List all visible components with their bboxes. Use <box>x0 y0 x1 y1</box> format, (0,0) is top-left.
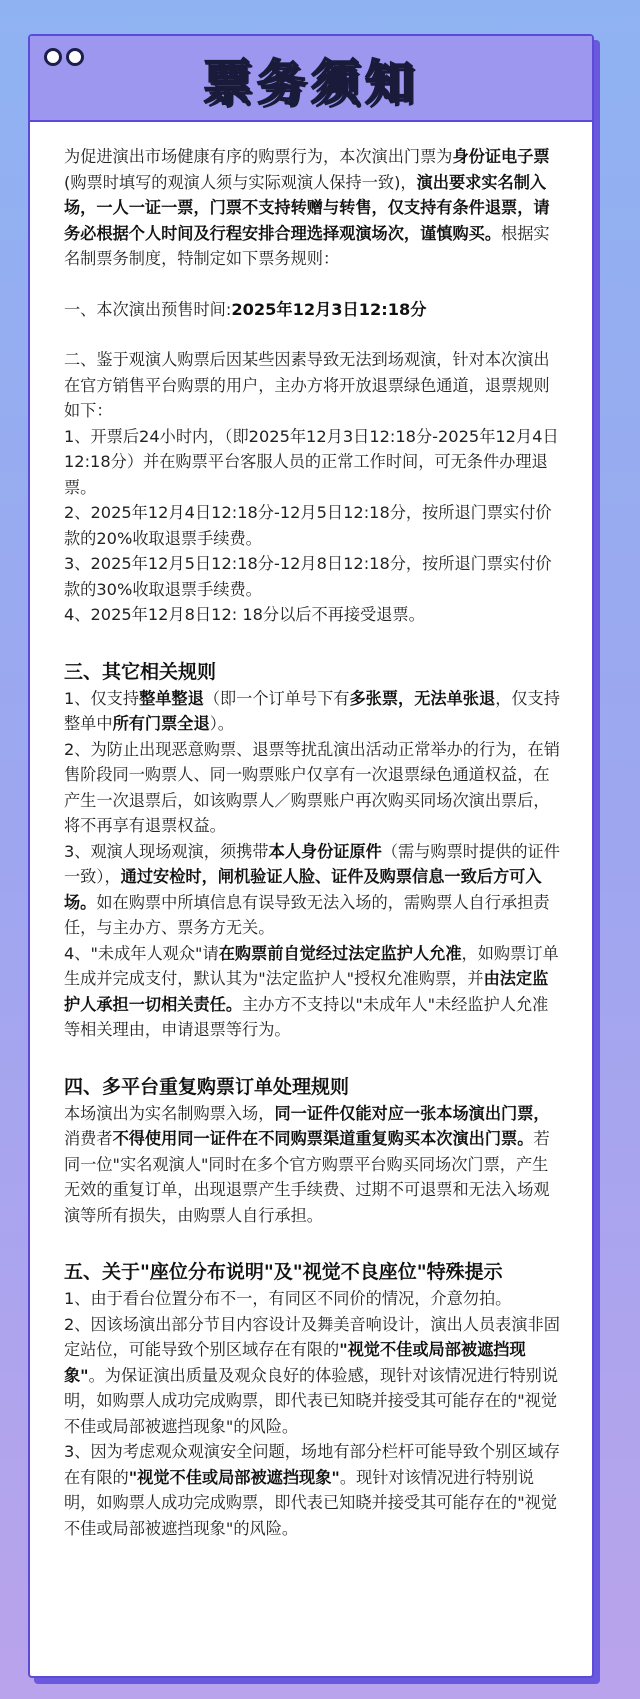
other-rule-2: 2、为防止出现恶意购票、退票等扰乱演出活动正常举办的行为，在销售阶段同一购票人、同一购票账户仅享有一次退票绿色通道权益，在产生一次退票后，如该购票人／购票账户再次购买同场次演出票后，将不再享有退票权益。 <box>64 739 560 835</box>
intro-paragraph: 为促进演出市场健康有序的购票行为，本次演出门票为身份证电子票(购票时填写的观演人须与实际观演人保持一致)，演出要求实名制入场，一人一证一票，门票不支持转赠与转售，仅支持有条件退票，请务必根据个人时间及行程安排合理选择观演场次，谨慎购买。根据实名制票务制度，特制定如下票务规则： <box>64 147 550 268</box>
notice-content <box>30 122 592 1541</box>
presale-time: 一、本次演出预售时间:2025年12月3日12:18分 <box>64 299 427 319</box>
other-rule-3: 3、观演人现场观演，须携带本人身份证原件（需与购票时提供的证件一致），通过安检时，闸机验证人脸、证件及购票信息一致后方可入场。如在购票中所填信息有误导致无法入场的，需购票人自行承担责任，与主办方、票务方无关。 <box>64 841 560 937</box>
duplicate-orders-paragraph: 本场演出为实名制购票入场，同一证件仅能对应一张本场演出门票，消费者不得使用同一证件在不同购票渠道重复购买本次演出门票。若同一位"实名观演人"同时在多个官方购票平台购买同场次门票，产生无效的重复订单，出现退票产生手续费、过期不可退票和无法入场观演等所有损失，由购票人自行承担。 <box>64 1103 550 1225</box>
refund-rule-3: 3、2025年12月5日12:18分-12月8日12:18分，按所退门票实付价款的30%收取退票手续费。 <box>64 554 552 599</box>
section-title-other-rules: 三、其它相关规则 <box>64 660 217 683</box>
other-rule-4: 4、"未成年人观众"请在购票前自觉经过法定监护人允准，如购票订单生成并完成支付，默认其为"法定监护人"授权允准购票，并由法定监护人承担一切相关责任。主办方不支持以"未成年人"未经监护人允准等相关理由，申请退票等行为。 <box>64 943 559 1039</box>
notice-card <box>28 34 594 1678</box>
refund-rule-1: 1、开票后24小时内，（即2025年12月3日12:18分-2025年12月4日12:18分）并在购票平台客服人员的正常工作时间，可无条件办理退票。 <box>64 426 559 497</box>
seating-note-1: 1、由于看台位置分布不一，有同区不同价的情况，介意勿拍。 <box>64 1289 512 1308</box>
other-rule-1: 1、仅支持整单整退（即一个订单号下有多张票，无法单张退，仅支持整单中所有门票全退）。 <box>64 688 560 733</box>
refund-rule-4: 4、2025年12月8日12: 18分以后不再接受退票。 <box>64 605 425 624</box>
section-title-duplicate-orders: 四、多平台重复购票订单处理规则 <box>64 1075 350 1098</box>
refund-intro: 二、鉴于观演人购票后因某些因素导致无法到场观演，针对本次演出在官方销售平台购票的用户，主办方将开放退票绿色通道，退票规则如下： <box>64 350 550 420</box>
seating-note-3: 3、因为考虑观众观演安全问题，场地有部分栏杆可能导致个别区域存在有限的"视觉不佳或局部被遮挡现象"。现针对该情况进行特别说明，如购票人成功完成购票，即代表已知晓并接受其可能存在的"视觉不佳或局部被遮挡现象"的风险。 <box>64 1442 560 1538</box>
section-title-seating: 五、关于"座位分布说明"及"视觉不良座位"特殊提示 <box>64 1261 503 1283</box>
page-title: 票务须知 <box>202 55 419 111</box>
seating-note-2: 2、因该场演出部分节目内容设计及舞美音响设计，演出人员表演非固定站位，可能导致个别区域存在有限的"视觉不佳或局部被遮挡现象"。为保证演出质量及观众良好的体验感，现针对该情况进行特别说明，如购票人成功完成购票，即代表已知晓并接受其可能存在的"视觉不佳或局部被遮挡现象"的风险。 <box>64 1314 560 1436</box>
refund-rule-2: 2、2025年12月4日12:18分-12月5日12:18分，按所退门票实付价款的20%收取退票手续费。 <box>64 503 552 548</box>
card-header <box>30 36 592 122</box>
